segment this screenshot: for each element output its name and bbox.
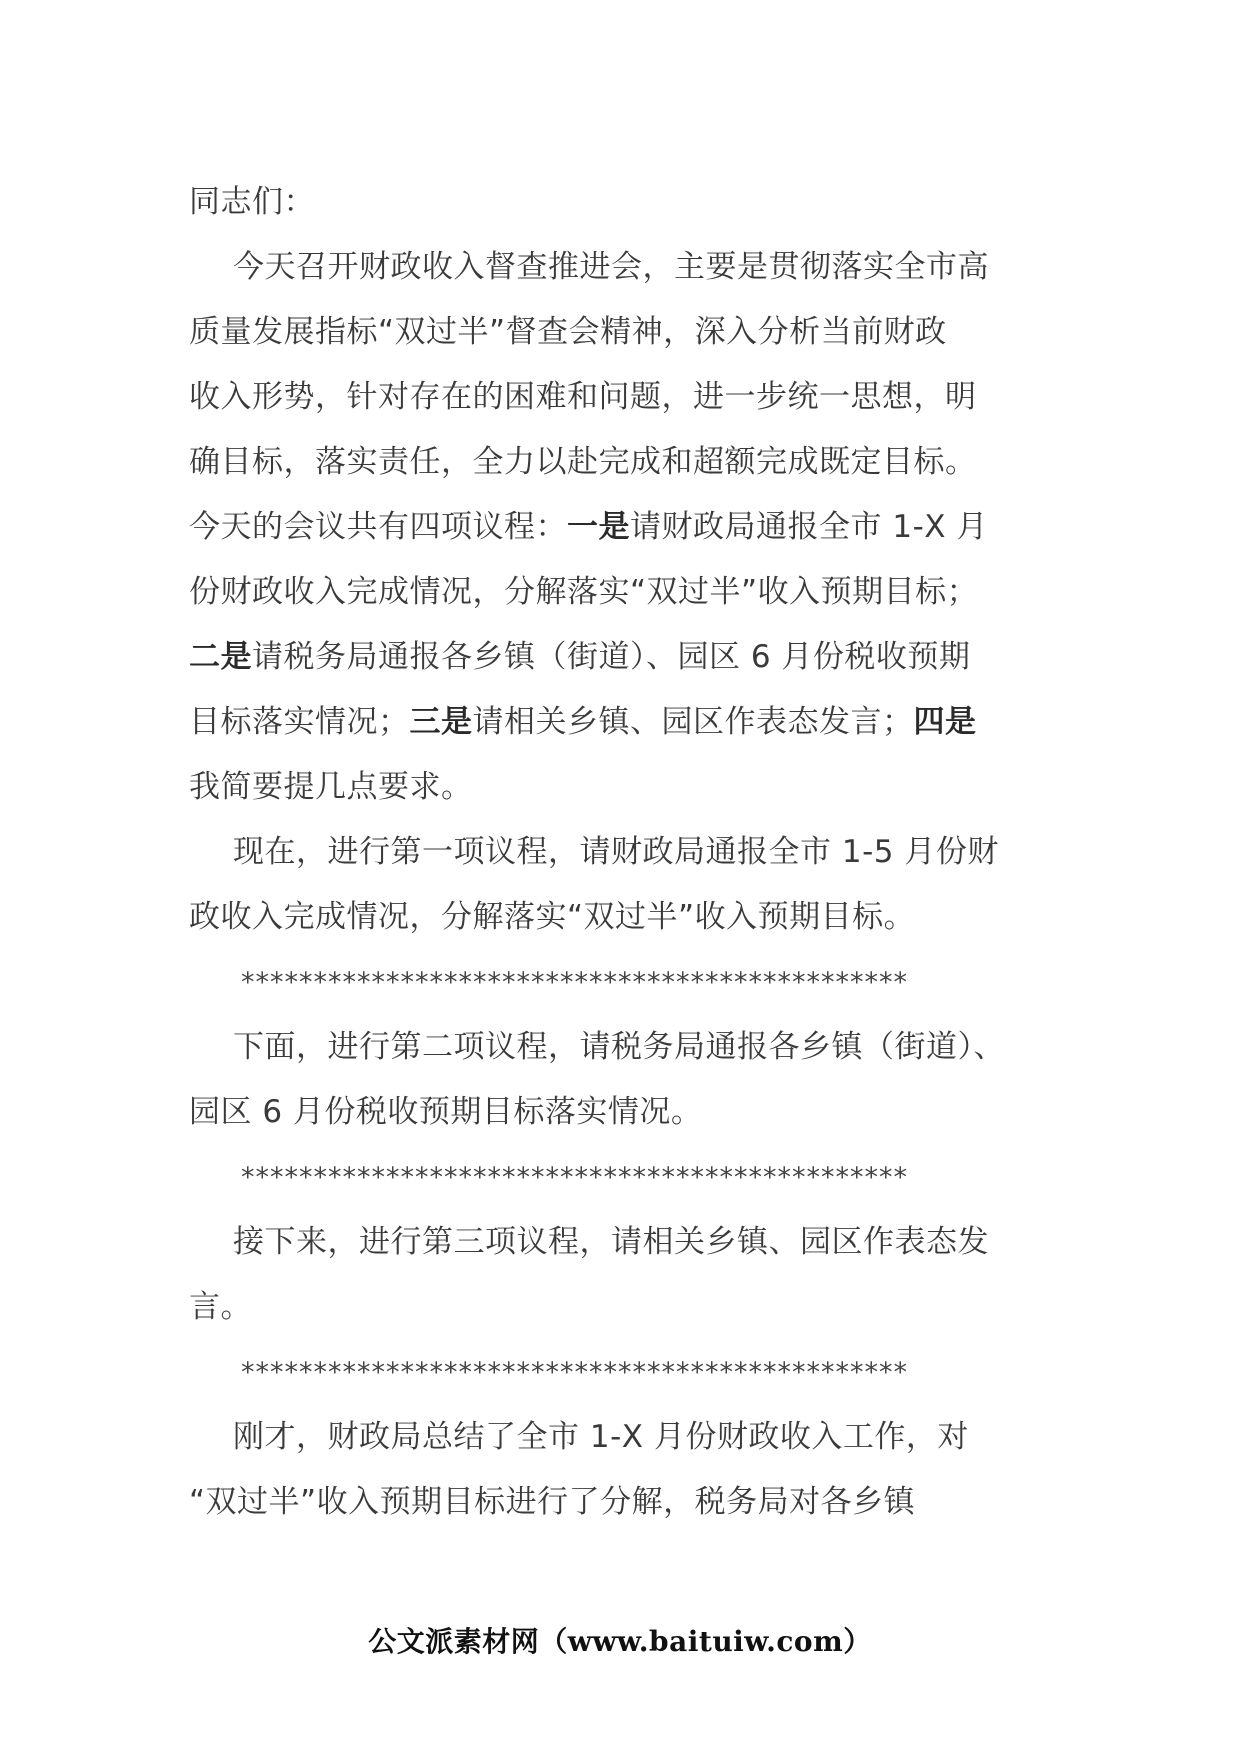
text-run: 请相关乡镇、园区作表态发言；	[472, 704, 914, 740]
paragraph-line: “双过半”收入预期目标进行了分解，税务局对各乡镇	[189, 1484, 916, 1520]
page-footer: 公文派素材网（www.baituiw.com）	[368, 1625, 872, 1658]
paragraph-line: 言。	[189, 1289, 252, 1325]
paragraph-line: 刚才，财政局总结了全市 1-X 月份财政收入工作，对	[233, 1419, 969, 1455]
paragraph-line: 质量发展指标“双过半”督查会精神，深入分析当前财政	[189, 314, 947, 350]
paragraph-line: 园区 6 月份税收预期目标落实情况。	[189, 1094, 703, 1130]
text-run: 请财政局通报全市 1-X 月	[630, 509, 988, 545]
document-body	[189, 170, 1069, 1535]
paragraph-line: 下面，进行第二项议程，请税务局通报各乡镇（街道）、	[233, 1029, 1005, 1065]
paragraph-line: 确目标，落实责任，全力以赴完成和超额完成既定目标。	[189, 444, 977, 480]
separator-stars: **********************************************	[241, 1162, 908, 1193]
text-run: 请税务局通报各乡镇（街道）、园区 6 月份税收预期	[252, 639, 971, 675]
paragraph-line: 今天召开财政收入督查推进会，主要是贯彻落实全市高	[233, 249, 989, 285]
agenda-marker-two: 二是	[189, 639, 252, 675]
paragraph-line: 我简要提几点要求。	[189, 769, 473, 805]
paragraph-line: 政收入完成情况，分解落实“双过半”收入预期目标。	[189, 899, 916, 935]
agenda-marker-three: 三是	[409, 704, 473, 740]
separator-stars: **********************************************	[241, 1357, 908, 1388]
paragraph-line	[189, 690, 1069, 755]
paragraph-line: 接下来，进行第三项议程，请相关乡镇、园区作表态发	[233, 1224, 989, 1260]
text-run: 今天的会议共有四项议程：	[189, 509, 567, 545]
paragraph-line: 份财政收入完成情况，分解落实“双过半”收入预期目标；	[189, 574, 979, 610]
paragraph-line: 收入形势，针对存在的困难和问题，进一步统一思想，明	[189, 379, 977, 415]
agenda-marker-four: 四是	[913, 704, 977, 740]
text-run: 目标落实情况；	[189, 704, 410, 740]
separator-stars: **********************************************	[241, 967, 908, 998]
agenda-marker-one: 一是	[567, 509, 630, 545]
paragraph-line	[189, 495, 1069, 560]
paragraph-line	[189, 625, 1069, 690]
greeting: 同志们：	[189, 184, 315, 220]
paragraph-line: 现在，进行第一项议程，请财政局通报全市 1-5 月份财	[233, 834, 999, 870]
